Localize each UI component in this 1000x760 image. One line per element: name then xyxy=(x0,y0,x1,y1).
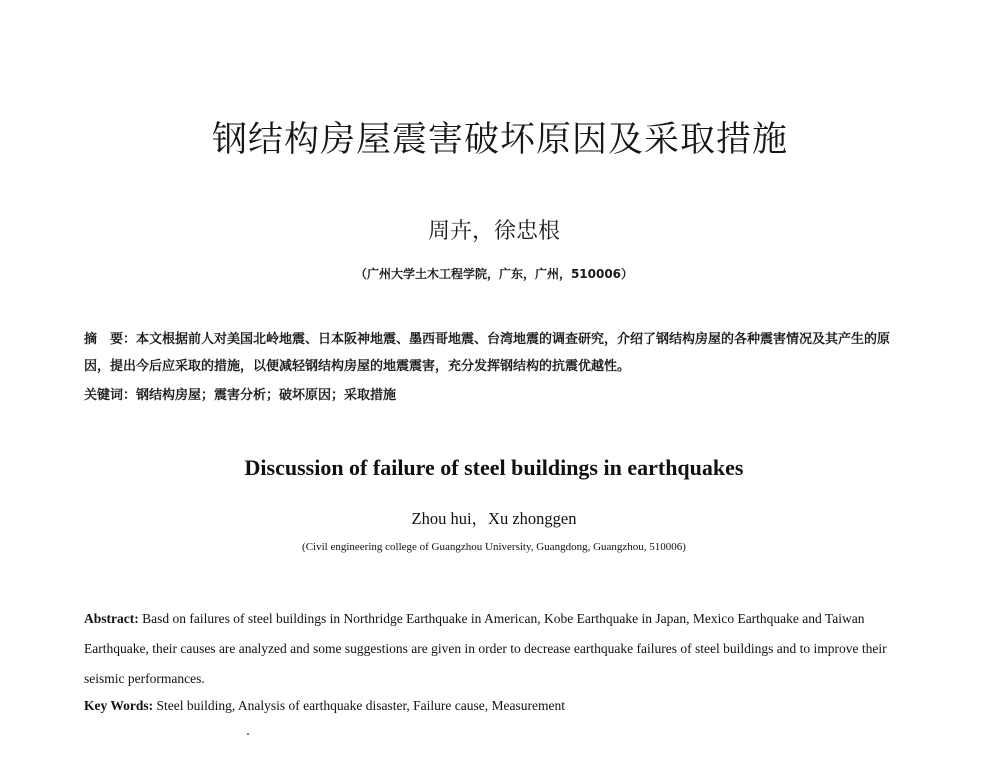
english-affiliation: (Civil engineering college of Guangzhou University, Guangdong, Guangzhou, 510006) xyxy=(302,541,686,553)
chinese-authors: 周卉，徐忠根 xyxy=(427,219,560,244)
english-title: Discussion of failure of steel buildings in earthquakes xyxy=(244,455,744,480)
english-abstract-text: Basd on failures of steel buildings in Northridge Earthquake in American, Kobe Earthquake in Japan, Mexico Earthquake and Taiwan Earthquake, their causes are analyzed and some suggestions are given in order to decrease earthquake failures of steel buildings and to improve their seismic performances. xyxy=(84,611,887,686)
scan-speck xyxy=(247,733,249,735)
english-keywords-label: Key Words: xyxy=(84,698,154,713)
chinese-keywords-text: 钢结构房屋；震害分析；破坏原因；采取措施 xyxy=(136,388,397,403)
english-abstract-label: Abstract: xyxy=(84,611,139,626)
chinese-abstract-text: 本文根据前人对美国北岭地震、日本阪神地震、墨西哥地震、台湾地震的调查研究，介绍了钢结构房屋的各种震害情况及其产生的原因，提出今后应采取的措施，以便减轻钢结构房屋的地震震害，充分发挥钢结构的抗震优越性。 xyxy=(84,332,891,374)
english-abstract xyxy=(84,604,914,694)
english-authors: Zhou hui，Xu zhonggen xyxy=(411,509,577,528)
chinese-keywords-label: 关键词： xyxy=(84,388,137,403)
chinese-abstract-label: 摘 要： xyxy=(84,332,137,347)
chinese-abstract xyxy=(84,326,914,380)
english-keywords-text: Steel building, Analysis of earthquake disaster, Failure cause, Measurement xyxy=(153,698,565,713)
chinese-keywords xyxy=(84,384,914,408)
chinese-title: 钢结构房屋震害破坏原因及采取措施 xyxy=(211,120,788,160)
chinese-affiliation: （广州大学土木工程学院，广东，广州，510006） xyxy=(354,267,634,281)
english-keywords xyxy=(84,694,914,718)
